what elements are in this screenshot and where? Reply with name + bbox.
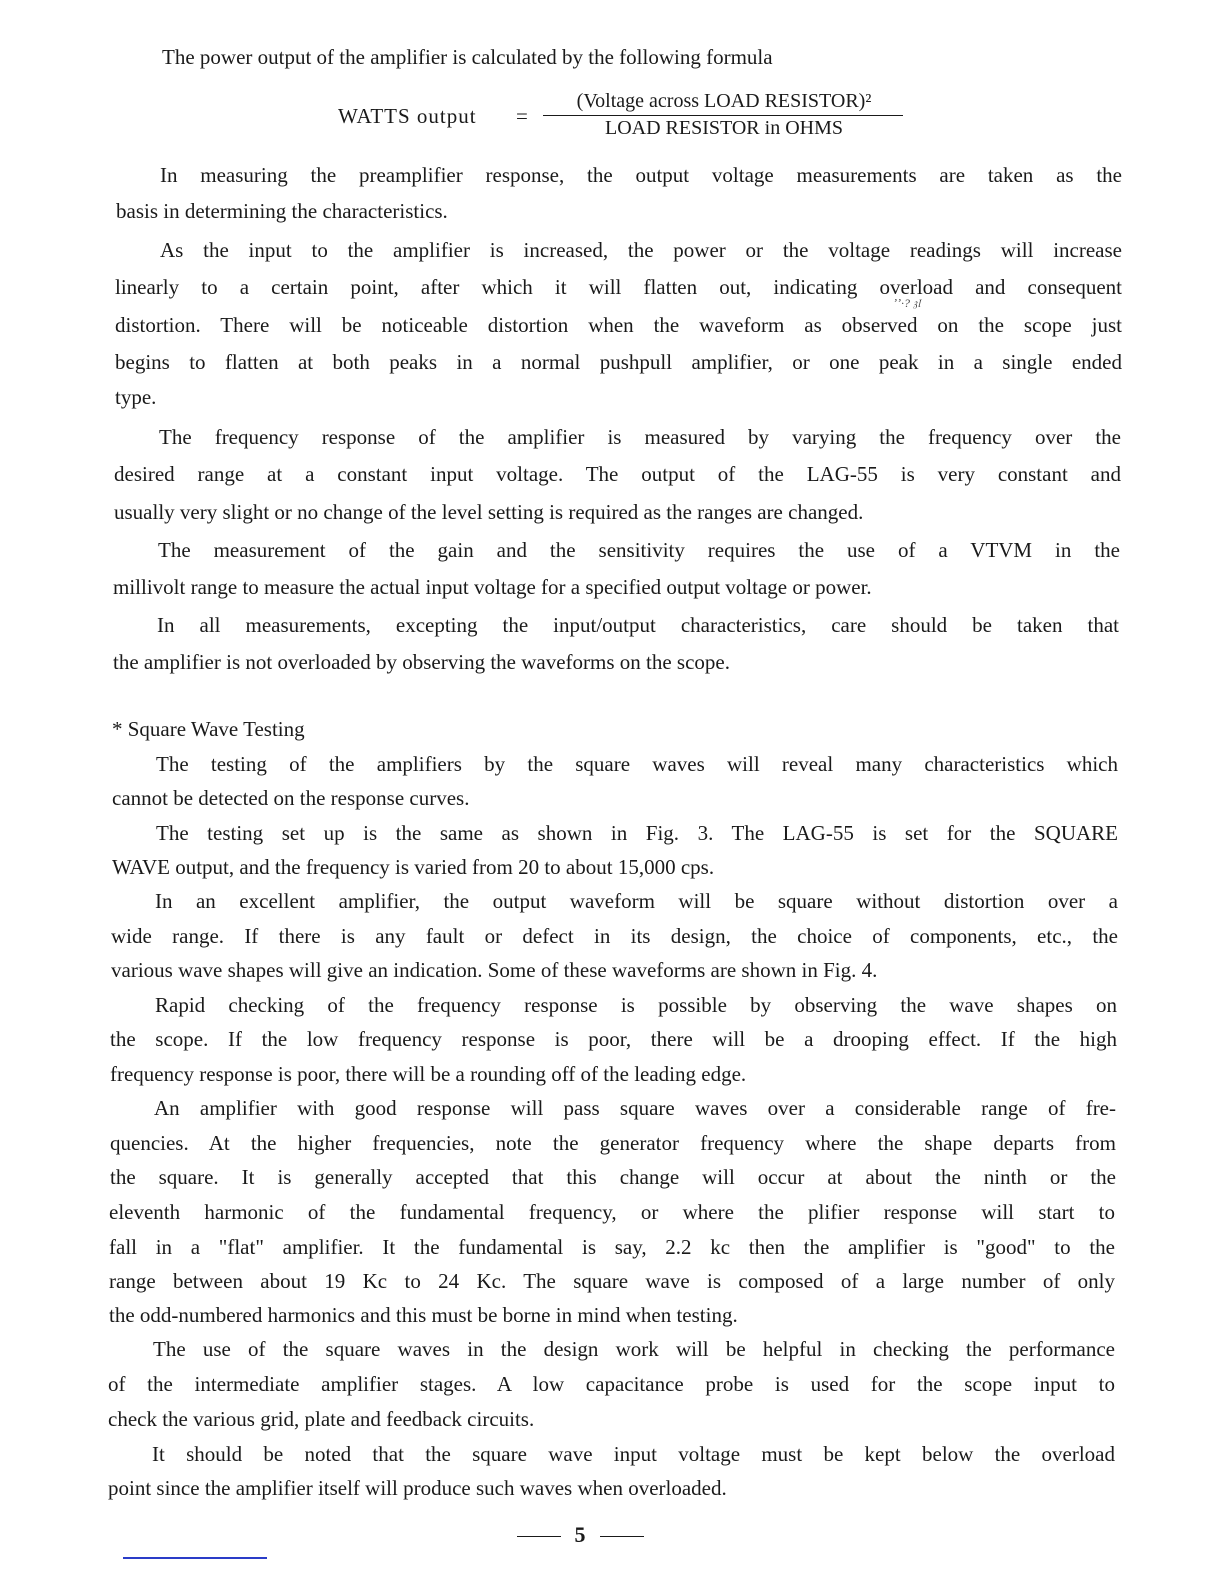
text-line: check the various grid, plate and feedback circuits. xyxy=(108,1407,535,1431)
formula-numerator: (Voltage across LOAD RESISTOR)² xyxy=(576,90,872,112)
text-line: The measurement of the gain and the sensitivity requires the use of a VTVM in the xyxy=(158,538,1120,562)
text-line: the amplifier is not overloaded by observing the waveforms on the scope. xyxy=(113,650,730,674)
text-line: point since the amplifier itself will produce such waves when overloaded. xyxy=(108,1476,727,1500)
text-line: eleventh harmonic of the fundamental frequency, or where the plifier response will start to xyxy=(109,1200,1115,1224)
text-line: linearly to a certain point, after which it will flatten out, indicating overload and consequent xyxy=(115,275,1122,299)
text-line: An amplifier with good response will pass square waves over a considerable range of fre- xyxy=(154,1096,1116,1120)
text-line: The use of the square waves in the design work will be helpful in checking the performance xyxy=(153,1337,1115,1361)
text-line: Rapid checking of the frequency response is possible by observing the wave shapes on xyxy=(155,993,1117,1017)
text-line: begins to flatten at both peaks in a normal pushpull amplifier, or one peak in a single ended xyxy=(115,350,1122,374)
text-line: of the intermediate amplifier stages. A low capacitance probe is used for the scope input to xyxy=(108,1372,1115,1396)
text-line: usually very slight or no change of the level setting is required as the ranges are changed. xyxy=(114,500,864,524)
text-line: In an excellent amplifier, the output waveform will be square without distortion over a xyxy=(155,889,1118,913)
footer-rule xyxy=(123,1557,267,1559)
dash-right xyxy=(600,1536,644,1537)
dash-left xyxy=(517,1536,561,1537)
text-line: cannot be detected on the response curves. xyxy=(112,786,470,810)
fraction-bar xyxy=(543,115,903,116)
text-line: the odd-numbered harmonics and this must be borne in mind when testing. xyxy=(109,1303,738,1327)
text-line: WAVE output, and the frequency is varied from 20 to about 15,000 cps. xyxy=(112,855,715,879)
text-line: In all measurements, excepting the input/output characteristics, care should be taken that xyxy=(157,613,1119,637)
text-line: the square. It is generally accepted that this change will occur at about the ninth or the xyxy=(110,1165,1116,1189)
text-line: wide range. If there is any fault or defect in its design, the choice of components, etc., the xyxy=(111,924,1118,948)
text-line: In measuring the preamplifier response, the output voltage measurements are taken as the xyxy=(160,163,1122,187)
text-line: fall in a "flat" amplifier. It the fundamental is say, 2.2 kc then the amplifier is "good" to the xyxy=(109,1235,1115,1259)
text-line: quencies. At the higher frequencies, note the generator frequency where the shape departs from xyxy=(110,1131,1116,1155)
intro-line: The power output of the amplifier is calculated by the following formula xyxy=(162,45,773,69)
formula-equals: = xyxy=(516,104,528,128)
text-line: type. xyxy=(115,385,157,409)
text-line: the scope. If the low frequency response is poor, there will be a drooping effect. If the high xyxy=(110,1027,1117,1051)
formula-denominator: LOAD RESISTOR in OHMS xyxy=(605,117,843,139)
text-line: The testing of the amplifiers by the square waves will reveal many characteristics which xyxy=(156,752,1118,776)
formula-lhs: WATTS output xyxy=(338,104,477,128)
text-line: As the input to the amplifier is increased, the power or the voltage readings will increase xyxy=(160,238,1122,262)
text-line: basis in determining the characteristics. xyxy=(116,199,448,223)
text-line: It should be noted that the square wave input voltage must be kept below the overload xyxy=(152,1442,1115,1466)
watts-formula xyxy=(338,90,903,140)
page-number-text: 5 xyxy=(574,1522,586,1547)
text-line: frequency response is poor, there will be a rounding off of the leading edge. xyxy=(110,1062,747,1086)
text-line: The frequency response of the amplifier is measured by varying the frequency over the xyxy=(159,425,1121,449)
text-line: various wave shapes will give an indication. Some of these waveforms are shown in Fig. 4. xyxy=(111,958,878,982)
text-line: distortion. There will be noticeable distortion when the waveform as observed on the scope just xyxy=(115,313,1122,337)
text-line: desired range at a constant input voltage. The output of the LAG-55 is very constant and xyxy=(114,462,1121,486)
page-number xyxy=(0,1522,1160,1548)
handwritten-mark: ʼʼ·? 𝔷𝔩 xyxy=(893,296,921,310)
text-line: range between about 19 Kc to 24 Kc. The square wave is composed of a large number of only xyxy=(109,1269,1115,1293)
text-line: millivolt range to measure the actual input voltage for a specified output voltage or power. xyxy=(113,575,872,599)
text-line: The testing set up is the same as shown in Fig. 3. The LAG-55 is set for the SQUARE xyxy=(156,821,1118,845)
section-heading: * Square Wave Testing xyxy=(112,717,305,741)
